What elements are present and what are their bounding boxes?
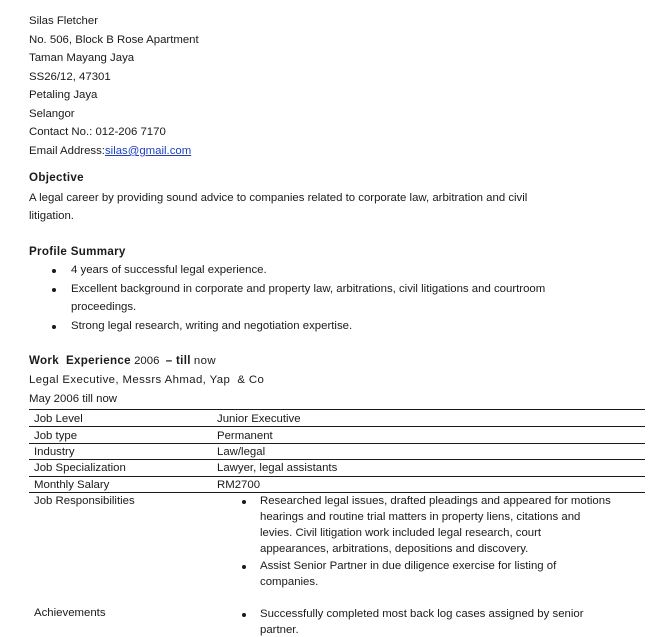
profile-item-1: 4 years of successful legal experience.	[71, 264, 267, 276]
bullet-icon	[242, 613, 246, 617]
profile-item-2-line-1: Excellent background in corporate and property law, arbitrations, civil litigations and courtroom	[71, 283, 546, 295]
work-experience-now: now	[193, 355, 217, 367]
table-value: RM2700	[217, 479, 261, 491]
table-label: Job Specialization	[34, 462, 126, 474]
address-line-1: No. 506, Block B Rose Apartment	[29, 34, 199, 46]
profile-item-3: Strong legal research, writing and negotiation expertise.	[71, 320, 353, 332]
profile-summary-heading: Profile Summary	[29, 245, 126, 258]
state: Selangor	[29, 108, 75, 120]
table-value: Permanent	[217, 430, 273, 442]
responsibility-1-line-4: appearances, arbitrations, depositions and discovery.	[260, 543, 529, 555]
bullet-icon	[52, 325, 56, 329]
achievements-label: Achievements	[34, 607, 106, 619]
bullet-icon	[52, 288, 56, 292]
bullet-icon	[242, 565, 246, 569]
achievement-1-line-1: Successfully completed most back log cases assigned by senior	[260, 608, 584, 620]
table-rule	[29, 426, 645, 427]
bullet-icon	[242, 500, 246, 504]
work-experience-dash: – till	[165, 354, 191, 367]
table-value: Junior Executive	[217, 413, 301, 425]
table-label: Monthly Salary	[34, 479, 110, 491]
contact-phone: Contact No.: 012-206 7170	[29, 126, 166, 138]
responsibility-1-line-2: hearings and routine trial matters in property liens, citations and	[260, 511, 581, 523]
table-rule	[29, 409, 645, 410]
table-rule	[29, 476, 645, 477]
table-value: Lawyer, legal assistants	[217, 462, 338, 474]
work-experience-title: Work Experience	[29, 354, 131, 367]
table-rule	[29, 459, 645, 460]
contact-name: Silas Fletcher	[29, 15, 99, 27]
bullet-icon	[52, 269, 56, 273]
work-experience-year: 2006	[134, 355, 160, 367]
objective-heading: Objective	[29, 171, 84, 184]
address-line-3: SS26/12, 47301	[29, 71, 111, 83]
table-label: Industry	[34, 446, 75, 458]
profile-item-2-line-2: proceedings.	[71, 301, 137, 313]
table-rule	[29, 492, 645, 493]
objective-text-line-1: A legal career by providing sound advice to companies related to corporate law, arbitration and civil	[29, 192, 528, 204]
city: Petaling Jaya	[29, 89, 98, 101]
email-label: Email Address:	[29, 145, 105, 157]
table-rule	[29, 443, 645, 444]
responsibility-2-line-2: companies.	[260, 576, 319, 588]
table-value: Law/legal	[217, 446, 266, 458]
table-label: Job type	[34, 430, 78, 442]
achievement-1-line-2: partner.	[260, 624, 299, 636]
responsibilities-label: Job Responsibilities	[34, 495, 135, 507]
responsibility-1-line-1: Researched legal issues, drafted pleadings and appeared for motions	[260, 495, 611, 507]
responsibility-2-line-1: Assist Senior Partner in due diligence exercise for listing of	[260, 560, 557, 572]
table-label: Job Level	[34, 413, 83, 425]
employment-period: May 2006 till now	[29, 393, 118, 405]
responsibility-1-line-3: levies. Civil litigation work included legal research, court	[260, 527, 542, 539]
objective-text-line-2: litigation.	[29, 210, 74, 222]
address-line-2: Taman Mayang Jaya	[29, 52, 135, 64]
position-title: Legal Executive, Messrs Ahmad, Yap & Co	[29, 374, 265, 386]
work-experience-heading	[29, 354, 216, 368]
email-link[interactable]: silas@gmail.com	[104, 145, 192, 157]
email-row	[29, 144, 191, 158]
